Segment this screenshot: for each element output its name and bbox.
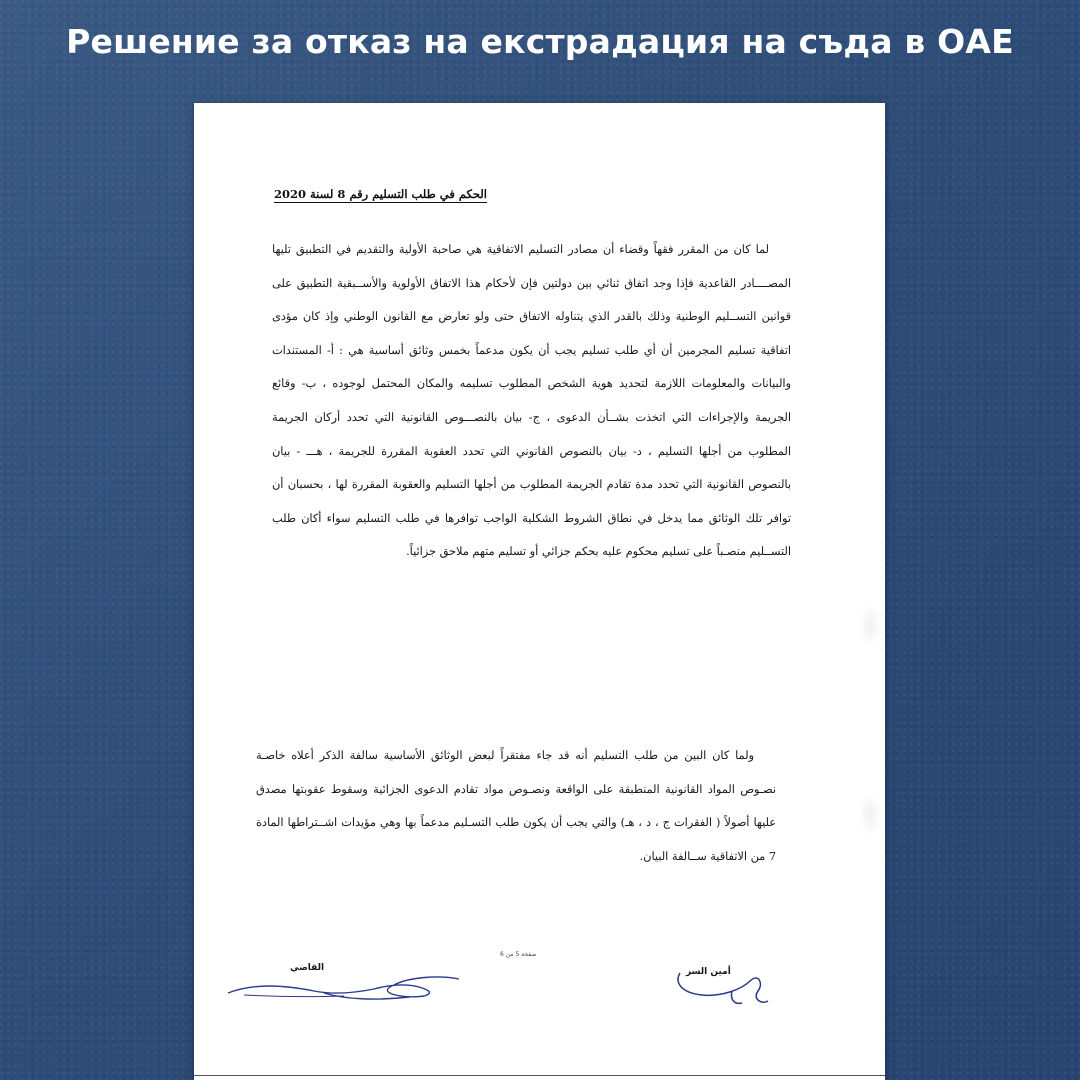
court-document-page [194,103,885,1080]
judge-label: القاضي [290,963,325,973]
document-title: الحكم في طلب التسليم رقم 8 لسنة 2020 [274,187,487,201]
judge-signature [224,963,474,1007]
scan-smudge [859,793,881,837]
scan-smudge [859,603,881,647]
secretary-label: أمين السر [686,967,731,977]
page-number: صفحة 5 من 6 [500,951,537,958]
document-paragraph-1: لما كان من المقرر فقهاً وقضاء أن مصادر التسليم الاتفاقية هي صاحبة الأولية والتقديم في التطبيق تليها المصــــادر القاعدية فإذا وجد اتفاق ثنائي بين دولتين فإن لأحكام هذا الاتفاق الأولوية والأســبقية التطبيق على قوانين التســليم الوطنية وذلك بالقدر الذي يتناوله الاتفاق حتى ولو تعارض مع القانون الوطني وإذ كان مؤدى اتفاقية تسليم المجرمين أن أي طلب تسليم يجب أن يكون مدعماً بخمس وثائق أساسية هي : أ- المستندات والبيانات والمعلومات اللازمة لتحديد هوية الشخص المطلوب تسليمه والمكان المحتمل لوجوده ، ب- وقائع الجريمة والإجراءات التي اتخذت بشــأن الدعوى ، ج- بيان بالنصـــوص القانونية التي تحدد أركان الجريمة المطلوب من أجلها التسليم ، د- بيان بالنصوص القانوني التي تحدد العقوبة المقررة للجريمة ، هـــ - بيان بالنصوص القانونية التي تحدد مدة تقادم الجريمة المطلوب من أجلها التسليم والعقوبة المقررة لها ، بحسبان أن توافر تلك الوثائق مما يدخل في نطاق الشروط الشكلية الواجب توافرها في طلب التسليم سواء أكان طلب التســليم منصـباً على تسليم محكوم عليه بحكم جزائي أو تسليم متهم ملاحق جزائياً. [272,243,791,559]
page-bottom-edge [194,1075,885,1076]
secretary-signature [672,961,782,1011]
document-paragraph-2: ولما كان البين من طلب التسليم أنه قد جاء مفتقراً لبعض الوثائق الأساسية سالفة الذكر أعلاه خاصـة نصـوص المواد القانونية المنطبقة على الواقعة ونصـوص مواد تقادم الدعوى الجزائية وسقوط عقوبتها مصدق عليها أصولاً ( الفقرات ج ، د ، هـ) والتي يجب أن يكون طلب التسـليم مدعماً بها وهي مؤيدات اشــتراطها المادة 7 من الاتفاقية ســالفة البيان. [256,749,776,863]
headline: Решение за отказ на екстрадация на съда в ОАЕ [66,22,1014,61]
